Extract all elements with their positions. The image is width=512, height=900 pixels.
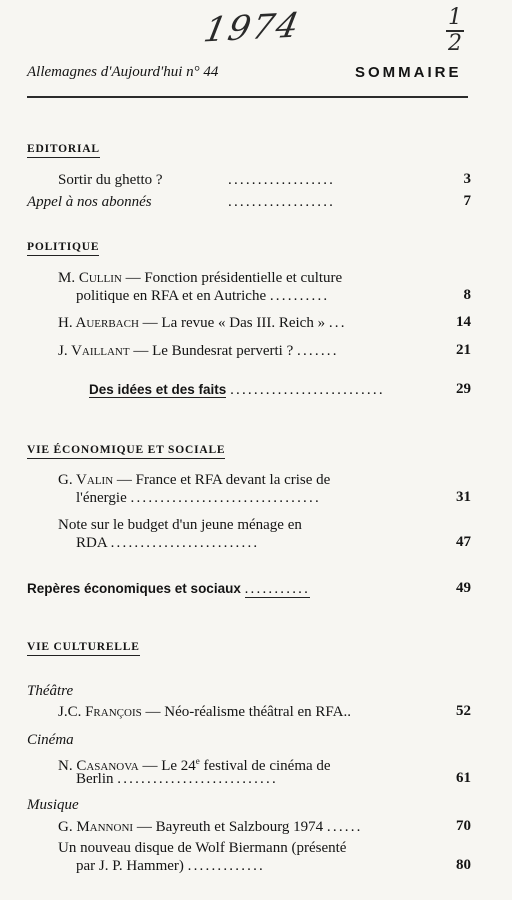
subsection-label-musique: Musique [27, 797, 79, 813]
toc-entry-continued [76, 857, 265, 875]
toc-entry [89, 381, 385, 399]
toc-entry-title-cont: politique en RFA et en Autriche [76, 288, 267, 304]
toc-page-number: 47 [456, 534, 471, 550]
toc-entry-title-cont: RDA [76, 535, 107, 551]
toc-entry-continued [76, 770, 278, 788]
toc-leader-dots: ............. [187, 858, 266, 874]
toc-author: J.C. François [58, 704, 142, 720]
section-heading-culturelle: VIE CULTURELLE [27, 641, 140, 656]
toc-entry-title: — Fonction présidentielle et culture [125, 270, 343, 286]
toc-page-number: 52 [456, 703, 471, 719]
toc-page-number: 8 [463, 287, 471, 303]
toc-entry-continued [76, 534, 259, 552]
toc-leader-dots: ................................ [130, 490, 321, 506]
section-heading-economique: VIE ÉCONOMIQUE ET SOCIALE [27, 444, 225, 459]
toc-leader-dots: ........... [244, 581, 311, 597]
fraction-numerator: 1 [448, 5, 462, 30]
toc-leader-dots: ........................... [117, 771, 278, 787]
toc-entry-continued [76, 489, 321, 507]
section-heading-politique: POLITIQUE [27, 241, 99, 256]
toc-author: G. Mannoni [58, 819, 134, 835]
toc-entry-title-cont: l'énergie [76, 490, 127, 506]
toc-page-number: 49 [456, 580, 471, 596]
toc-entry [58, 818, 363, 836]
toc-entry-title: — Néo-réalisme théâtral en RFA.. [145, 704, 351, 720]
toc-entry [58, 269, 342, 287]
toc-entry-title-cont: Berlin [76, 771, 114, 787]
toc-entry [27, 580, 310, 598]
toc-entry-title: Appel à nos abonnés [27, 194, 152, 210]
toc-entry [58, 314, 347, 332]
toc-entry-title-cont: par J. P. Hammer) [76, 858, 184, 874]
toc-entry [58, 471, 330, 489]
toc-entry-title: Un nouveau disque de Wolf Biermann (présenté [58, 840, 347, 856]
toc-leader-dots: ......................... [110, 535, 260, 551]
handwritten-fraction [446, 6, 464, 56]
toc-page-number: 7 [463, 193, 471, 209]
ordinal-superscript: e [195, 756, 200, 766]
toc-entry-continued [76, 287, 329, 305]
toc-entry-title: — Le Bundesrat perverti ? [133, 343, 294, 359]
toc-page-number: 31 [456, 489, 471, 505]
toc-entry [58, 342, 339, 360]
toc-page-number: 70 [456, 818, 471, 834]
section-heading-editorial: EDITORIAL [27, 143, 100, 158]
toc-entry-title: Sortir du ghetto ? [58, 172, 163, 188]
toc-leader-dots: ... [328, 315, 347, 331]
fraction-denominator: 2 [448, 30, 462, 56]
toc-author: G. Valin [58, 472, 114, 488]
toc-entry [58, 703, 351, 721]
toc-author: M. Cullin [58, 270, 122, 286]
toc-section-title: Repères économiques et sociaux [27, 581, 241, 596]
toc-leader-dots: .................. [228, 172, 336, 188]
toc-leader-dots: .......................... [230, 382, 385, 398]
journal-issue: Allemagnes d'Aujourd'hui n° 44 [27, 64, 219, 80]
toc-entry-title: Note sur le budget d'un jeune ménage en [58, 517, 302, 533]
toc-leader-dots: ....... [297, 343, 339, 359]
toc-leader-dots: .................. [228, 194, 336, 210]
toc-entry-title: — Le 24 [142, 758, 196, 774]
toc-page-number: 14 [456, 314, 471, 330]
toc-entry-title: — La revue « Das III. Reich » [142, 315, 326, 331]
toc-page-number: 21 [456, 342, 471, 358]
toc-page-number: 61 [456, 770, 471, 786]
toc-author: N. Casanova [58, 758, 139, 774]
toc-leader-dots: ...... [326, 819, 363, 835]
toc-leader-dots: .......... [269, 288, 330, 304]
toc-page-number: 29 [456, 381, 471, 397]
toc-page-number: 80 [456, 857, 471, 873]
page-title: SOMMAIRE [355, 64, 462, 81]
toc-entry-title: — Bayreuth et Salzbourg 1974 [136, 819, 324, 835]
toc-author: H. Auerbach [58, 315, 139, 331]
toc-entry-title: — France et RFA devant la crise de [116, 472, 331, 488]
subsection-label-cinema: Cinéma [27, 732, 74, 748]
toc-author: J. Vaillant [58, 343, 130, 359]
handwritten-year: 1974 [200, 5, 305, 51]
toc-entry-title-b: festival de cinéma de [199, 758, 331, 774]
toc-section-title: Des idées et des faits [89, 382, 227, 397]
toc-page-number: 3 [463, 171, 471, 187]
subsection-label-theatre: Théâtre [27, 683, 74, 699]
header-rule [27, 96, 468, 98]
